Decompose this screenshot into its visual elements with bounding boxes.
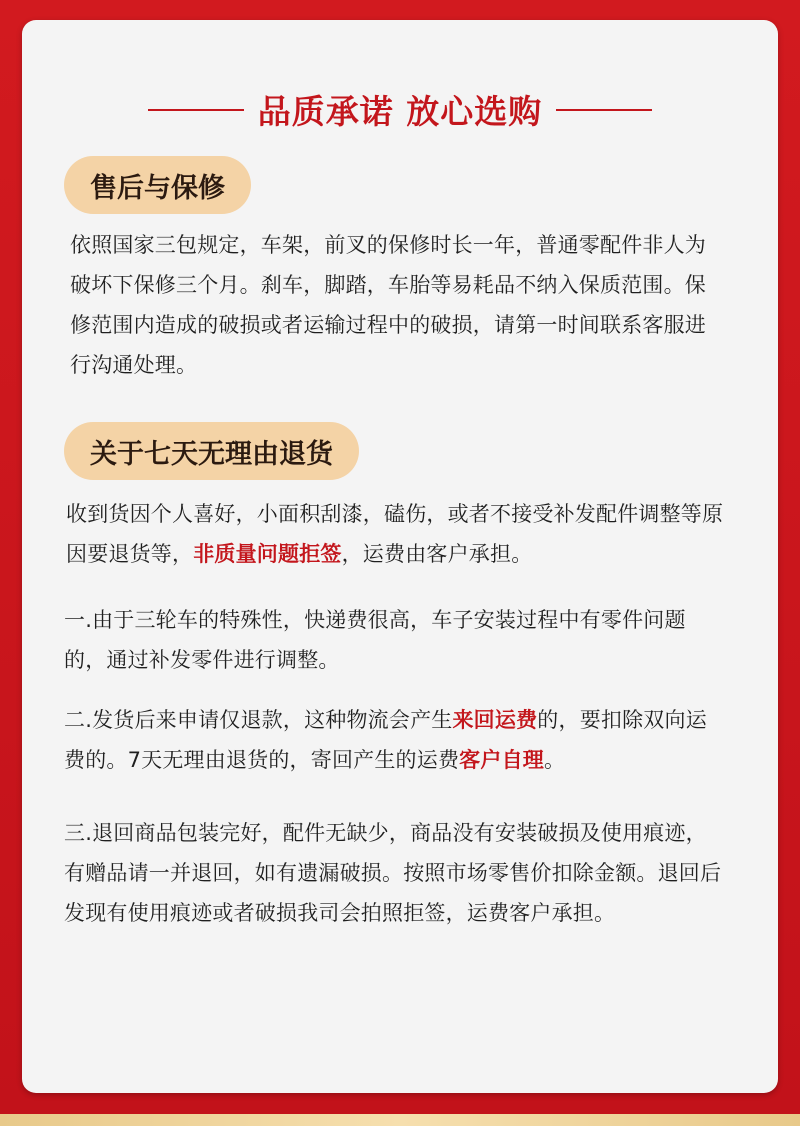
returns-item-1: 一.由于三轮车的特殊性，快递费很高，车子安装过程中有零件问题的，通过补发零件进行调整。: [64, 608, 686, 672]
page-title: 品质承诺 放心选购: [257, 92, 543, 131]
section-heading-returns: 关于七天无理由退货: [64, 422, 359, 480]
section-heading-warranty: 售后与保修: [64, 156, 251, 214]
returns-intro-text: 收到货因个人喜好，小面积刮漆，磕伤，或者不接受补发配件调整等原因要退货等，: [66, 502, 724, 566]
title-line-left: [148, 109, 244, 111]
returns-intro: [66, 494, 726, 574]
returns-intro-highlight: 非质量问题拒签: [193, 542, 342, 566]
returns-item-2-middle: 的，要扣除双向运费的。7天无理由退货的，寄回产生的运费: [64, 708, 707, 772]
returns-item-2-tail: 。: [543, 748, 566, 772]
returns-item-3: 三.退回商品包装完好，配件无缺少，商品没有安装破损及使用痕迹，有赠品请一并退回，如有遗漏破损。按照市场零售价扣除金额。退回后发现有使用痕迹或者破损我司会拍照拒签，运费客户承担。: [64, 821, 722, 925]
warranty-paragraph: 依照国家三包规定，车架，前叉的保修时长一年，普通零配件非人为破坏下保修三个月。刹车，脚踏，车胎等易耗品不纳入保质范围。保修范围内造成的破损或者运输过程中的破损，请第一时间联系客服进行沟通处理。: [70, 233, 706, 377]
returns-item-2-highlight-shipping: 来回运费: [452, 708, 538, 732]
returns-item-2-text: 二.发货后来申请仅退款，这种物流会产生: [64, 708, 453, 732]
bottom-gold-strip: [0, 1114, 800, 1126]
content-card: [22, 20, 778, 1093]
returns-item-2-highlight-customer: 客户自理: [459, 748, 544, 772]
returns-intro-tail: ，运费由客户承担。: [341, 542, 533, 566]
title-line-right: [556, 109, 652, 111]
returns-item-2: [64, 700, 728, 780]
title-row: [22, 86, 778, 133]
